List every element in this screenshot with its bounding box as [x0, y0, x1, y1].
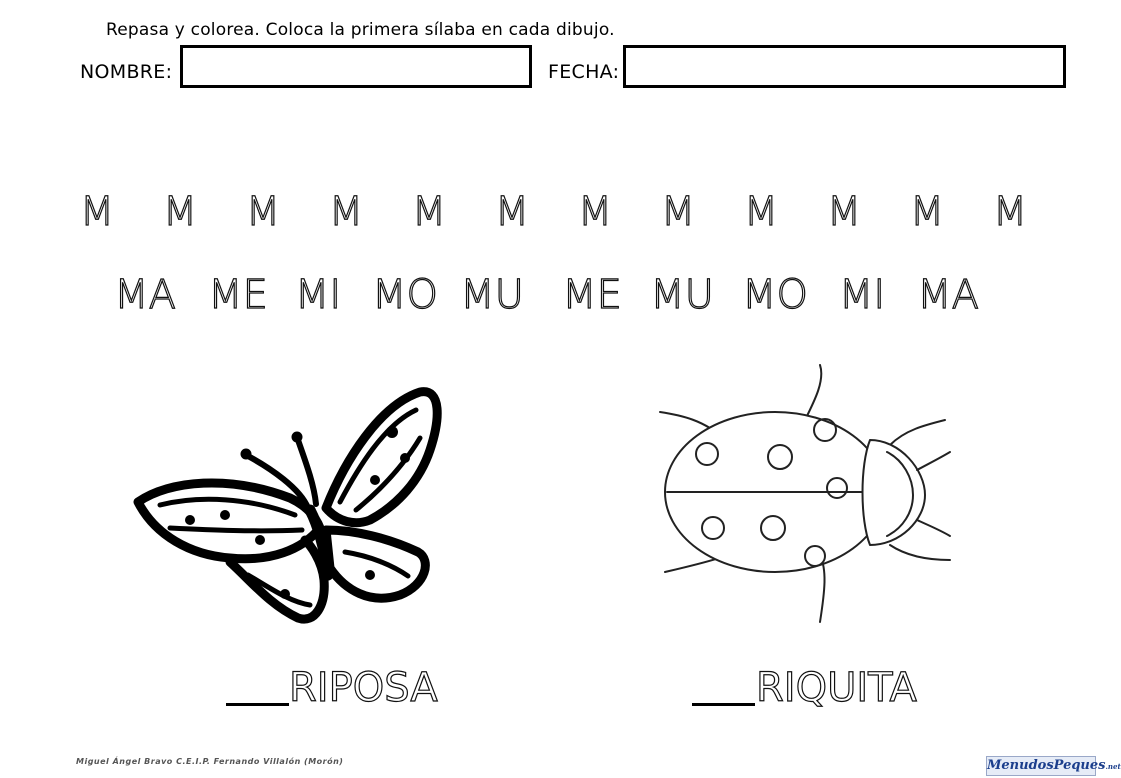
answer-blank[interactable] [226, 703, 289, 706]
butterfly-icon [130, 380, 450, 630]
trace-letter[interactable]: M [328, 189, 364, 235]
trace-letter[interactable]: M [162, 189, 198, 235]
trace-syllable[interactable]: MA [114, 272, 176, 318]
word-end-riquita[interactable]: RIQUITA [756, 665, 917, 711]
name-label: NOMBRE: [80, 61, 173, 83]
trace-letter[interactable]: M [992, 189, 1028, 235]
site-logo [986, 756, 1121, 776]
logo-suffix: .net [1105, 762, 1121, 771]
trace-letter[interactable]: M [245, 189, 281, 235]
trace-letter[interactable]: M [411, 189, 447, 235]
logo-text: MenudosPeques [987, 758, 1106, 773]
trace-syllable[interactable]: ME [562, 272, 622, 318]
syllable-trace-row [0, 272, 1100, 325]
trace-letter[interactable]: M [826, 189, 862, 235]
trace-syllable[interactable]: MI [838, 272, 886, 318]
ladybug-icon [655, 360, 965, 630]
instructions-text: Repasa y colorea. Coloca la primera sílaba en cada dibujo. [106, 20, 615, 40]
word-end-riposa[interactable]: RIPOSA [289, 665, 438, 711]
trace-letter[interactable]: M [577, 189, 613, 235]
trace-syllable[interactable]: MO [372, 272, 438, 318]
trace-letter[interactable]: M [743, 189, 779, 235]
letter-trace-row [0, 189, 1100, 242]
answer-blank[interactable] [692, 703, 755, 706]
trace-syllable[interactable]: MI [294, 272, 342, 318]
trace-syllable[interactable]: MU [460, 272, 524, 318]
footer-credit: Miguel Ángel Bravo C.E.I.P. Fernando Villalón (Morón) [76, 757, 344, 766]
trace-syllable[interactable]: ME [208, 272, 268, 318]
trace-letter[interactable]: M [909, 189, 945, 235]
trace-letter[interactable]: M [494, 189, 530, 235]
trace-syllable[interactable]: MU [650, 272, 714, 318]
trace-letter[interactable]: M [660, 189, 696, 235]
trace-syllable[interactable]: MA [917, 272, 979, 318]
name-field[interactable] [180, 45, 532, 88]
trace-letter[interactable]: M [79, 189, 115, 235]
date-field[interactable] [623, 45, 1066, 88]
date-label: FECHA: [548, 61, 620, 83]
trace-syllable[interactable]: MO [742, 272, 808, 318]
